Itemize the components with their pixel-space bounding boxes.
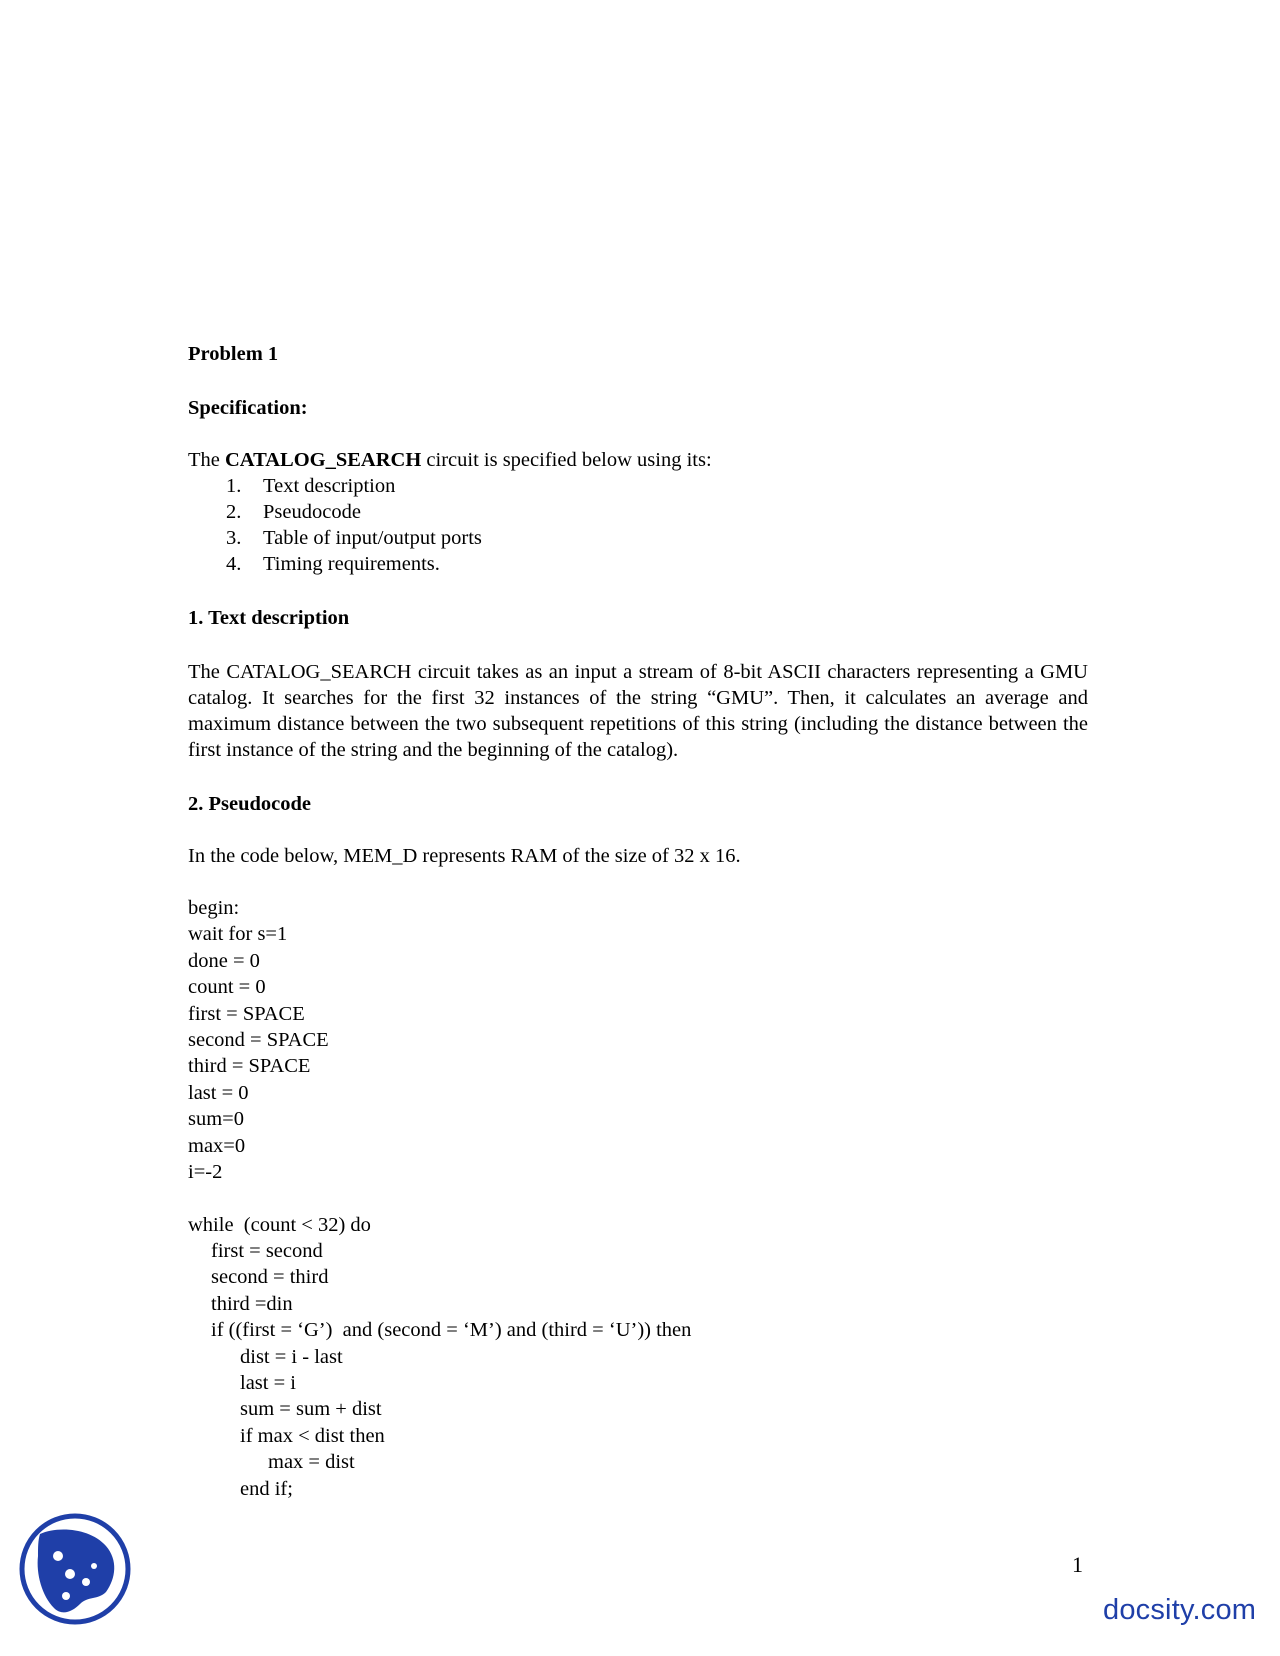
list-number: 4. — [226, 553, 242, 575]
code-line: max = dist — [268, 1451, 355, 1474]
list-text: Pseudocode — [263, 501, 361, 523]
code-line: last = 0 — [188, 1081, 249, 1104]
section1-heading: 1. Text description — [188, 607, 350, 629]
docsity-logo-icon[interactable] — [18, 1512, 132, 1626]
code-line: max=0 — [188, 1134, 246, 1157]
code-line: third =din — [211, 1292, 293, 1315]
list-item — [188, 551, 1088, 577]
intro-suffix: circuit is specified below using its: — [421, 449, 712, 471]
code-line: wait for s=1 — [188, 923, 288, 946]
code-line: dist = i - last — [240, 1345, 343, 1368]
code-line: begin: — [188, 897, 240, 919]
code-line: first = SPACE — [188, 1002, 305, 1025]
code-line: first = second — [211, 1240, 323, 1263]
code-line: third = SPACE — [188, 1055, 311, 1078]
code-line: while (count < 32) do — [188, 1213, 371, 1236]
list-text: Table of input/output ports — [263, 527, 482, 549]
circuit-name: CATALOG_SEARCH — [225, 449, 422, 471]
specification-heading: Specification: — [188, 397, 308, 419]
pseudocode-block — [188, 895, 1088, 1502]
intro-prefix: The — [188, 449, 225, 471]
list-text: Text description — [263, 475, 396, 497]
code-line: second = SPACE — [188, 1028, 329, 1051]
specification-list — [188, 473, 1088, 577]
code-blank — [188, 1185, 1088, 1211]
code-line: if ((first = ‘G’) and (second = ‘M’) and (third = ‘U’)) then — [211, 1319, 692, 1342]
code-line: second = third — [211, 1266, 329, 1289]
section1-body: The CATALOG_SEARCH circuit takes as an input a stream of 8-bit ASCII characters representing a GMU catalog. It searches for the first 32 instances of the string “GMU”. Then, it calculates an average and maximum distance between the two subsequent repetitions of this string (including the distance between the first instance of the string and the beginning of the catalog). — [188, 661, 1088, 761]
code-line: if max < dist then — [240, 1424, 385, 1447]
code-line: count = 0 — [188, 976, 266, 999]
code-line: last = i — [240, 1372, 296, 1395]
code-line: sum = sum + dist — [240, 1398, 382, 1421]
page-number: 1 — [1072, 1552, 1083, 1577]
list-item — [188, 525, 1088, 551]
list-number: 2. — [226, 501, 242, 523]
section2-heading: 2. Pseudocode — [188, 793, 311, 815]
list-number: 3. — [226, 527, 242, 549]
code-line: sum=0 — [188, 1108, 244, 1131]
list-text: Timing requirements. — [263, 553, 440, 575]
docsity-brand-link[interactable]: docsity.com — [1103, 1594, 1257, 1626]
problem-title: Problem 1 — [188, 343, 279, 365]
list-number: 1. — [226, 475, 242, 497]
code-line: i=-2 — [188, 1160, 223, 1183]
document-content — [188, 341, 1088, 1502]
list-item — [188, 473, 1088, 499]
section2-intro: In the code below, MEM_D represents RAM of the size of 32 x 16. — [188, 845, 741, 867]
code-line: end if; — [240, 1477, 293, 1500]
code-line: done = 0 — [188, 949, 260, 972]
intro-paragraph — [188, 447, 1088, 473]
list-item — [188, 499, 1088, 525]
